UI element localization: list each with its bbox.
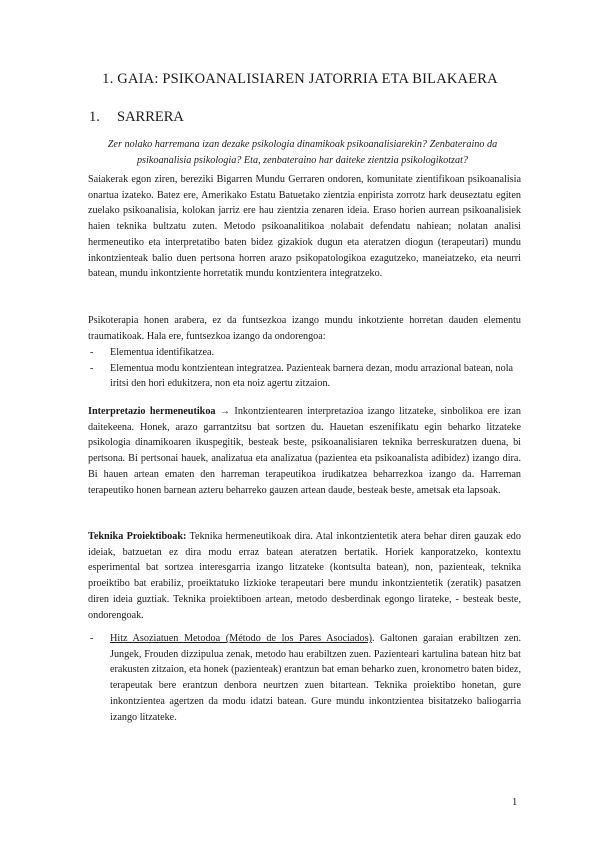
- arrow: →: [219, 406, 231, 417]
- intro-question: Zer nolako harremana izan dezake psikologia dinamikoak psikoanalisiarekin? Zenbateraino da psikoanalisia psikologia? Eta, zenbateraino har daiteke zientzia psikologikotzat?: [107, 139, 498, 166]
- term-teknika-proiektiboak: Teknika Proiektiboak:: [88, 531, 187, 542]
- bullet-list-1: [88, 345, 521, 392]
- term-interpretazio: Interpretazio hermeneutikoa: [88, 406, 216, 417]
- paragraph-1: Saiakerak egon ziren, bereziki Bigarren Mundu Gerraren ondoren, komunitate zientifikoan psikoanalisia onartua izateko. Batez ere, Amerikako Estatu Batuetako zientzia enpirista zorrotz hark deuseztatu egiten zuelako psikoanalisia, kolokan jarriz ere hau zientzia zenaren ideia. Eraso horien aurrean psikoanalisiek haien teknika bultzatu zuten. Metodo psikoanalitikoa nolabait defendatu nahiean; nolatan analisi hermeneutiko eta interpretatibo baten bidez gizakiok dugun eta ateratzen diogun (terapeutari) mundu inkontzienteak balio duen pertsona horren arazo psikopatologikoa ezagutzeko, maneiatzeko, eta neurri batean, mundu inkontziente horretatik mundu kontzientera integratzeko.: [88, 174, 521, 280]
- paragraph-2: Psikoterapia honen arabera, ez da funtsezkoa izango mundu inkotziente horretan dauden elementu traumatikoak. Hala ere, funtsezkoa izango da ondorengoa:: [88, 315, 521, 342]
- paragraph-4: Teknika Proiektiboak: Teknika hermeneutikoak dira. Atal inkontzientetik atera behar diren gauzak edo ideiak, batzuetan ez dira modu erraz batean ateratzen bertatik. Horiek kanporatzeko, kontextu esperimental bat sortzea interesgarria izango litzateke (kontsulta batean), non, pazienteak, teknika proeiktibo bat erabiliz, proeiktatuko lizkioke terapeutari bere mundu inkontzientetik (zeratik) pasatzen diren ideia guztiak. Teknika proiektiboen artean, metodo desberdinak egongo lirateke, - besteak beste, ondorengoak.: [88, 531, 521, 621]
- section-number: 1.: [89, 109, 100, 125]
- list-item-hitz-asoziatuen: - Hitz Asoziatuen Metodoa (Método de los Pares Asociados). Galtonen garaian erabiltzen zen. Jungek, Frouden dizzipulua zenak, metodo hau erabiltzen zuen. Pazienteari kartulina batean hitz bat erakusten zitzaion, eta honek (pazienteak) erantzun bat eman beharko zuen, kronometro baten bidez, terapeutak bere erantzun denbora neurtzen zuen bitartean. Teknika proiektibo honetan, gure inkontzientea agertzen da modu idatzi batean. Gure mundu inkontzientea bisitatzeko baliogarria izango litzateke.: [90, 633, 521, 723]
- chapter-heading: 1. GAIA: PSIKOANALISIAREN JATORRIA ETA BILAKAERA: [102, 71, 498, 87]
- section-heading: [89, 109, 184, 126]
- dash-marker: -: [90, 633, 94, 644]
- paragraph-3: Interpretazio hermeneutikoa → Inkontzientearen interpretazioa izango litzateke, sinbolikoa ere izan daitekeena. Honek, arazo garrantzitsu bat sortzen du. Hauetan eszenifikatu egin beharko litzateke psikologia dinamikoaren ikuspegitik, besteak beste, psikoanalisiaren teknika berreskuratzen duena, bi pertsona. Bi pertsonai hauek, analizatua eta analizatua (pazientea eta psikoanalista adibidez) izango dira. Bi hauen artean ematen den harreman terapeutikoa irudikatzea beharrezkoa izango da. Harreman terapeutiko honen barnean azteru beharreko gauzen artean daude, besteak beste, ametsak eta lapsoak.: [88, 406, 522, 496]
- dash-marker: -: [90, 347, 94, 358]
- list-item: - Elementua modu kontzientean integratzea. Pazienteak barnera dezan, modu arrazional batean, nola iritsi den hori edukitzera, non eta noiz agertu zitzaion.: [90, 362, 514, 390]
- page-number: 1: [512, 797, 518, 808]
- term-hitz-asoziatuen: Hitz Asoziatuen Metodoa (Método de los Pares Asociados): [110, 633, 372, 644]
- list-item: - Elementua identifikatzea.: [88, 345, 521, 361]
- dash-marker: -: [90, 362, 94, 374]
- section-title: SARRERA: [117, 109, 184, 125]
